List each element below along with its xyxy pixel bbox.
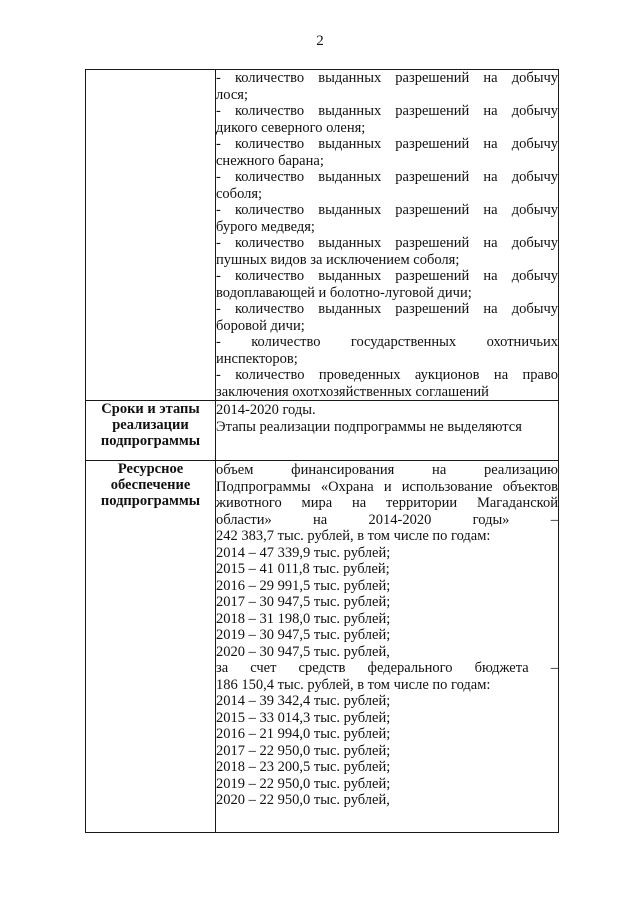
text-line: 2016 – 21 994,0 тыс. рублей;: [216, 726, 391, 742]
text-line: животного мира на территории Магаданской: [216, 495, 558, 511]
page-number: 2: [316, 33, 324, 49]
text-line: Подпрограммы «Охрана и использование объектов: [216, 478, 558, 495]
row-label-line: реализации: [112, 417, 189, 433]
table-row-indicators: [86, 70, 559, 401]
row-label-line: подпрограммы: [100, 433, 201, 449]
text-line: объем финансирования на реализацию: [216, 462, 558, 478]
text-line: 2014-2020 годы.: [216, 402, 316, 418]
text-line: - количество выданных разрешений на добычу: [216, 301, 558, 317]
text-line: 186 150,4 тыс. рублей, в том числе по годам:: [216, 676, 491, 693]
text-line: соболя;: [216, 185, 263, 202]
text-line: боровой дичи;: [216, 317, 305, 334]
text-line: области» на 2014-2020 годы» –: [216, 511, 558, 528]
terms-content: [216, 401, 559, 461]
table-row-resources: [86, 461, 559, 833]
row-label-terms: [86, 401, 216, 461]
row-label-indicators: [86, 70, 216, 401]
row-label-line: Сроки и этапы: [101, 401, 200, 417]
text-line: 2017 – 30 947,5 тыс. рублей;: [216, 594, 391, 610]
text-line: пушных видов за исключением соболя;: [216, 251, 460, 268]
table-row-terms: [86, 401, 559, 461]
text-line: 2014 – 39 342,4 тыс. рублей;: [216, 693, 391, 709]
text-line: 2020 – 30 947,5 тыс. рублей,: [216, 643, 390, 660]
text-line: 2019 – 30 947,5 тыс. рублей;: [216, 627, 391, 643]
text-line: - количество проведенных аукционов на право: [216, 367, 558, 383]
text-line: дикого северного оленя;: [216, 119, 366, 136]
text-line: - количество выданных разрешений на добычу: [216, 103, 558, 119]
text-line: - количество государственных охотничьих: [216, 334, 558, 350]
text-line: 242 383,7 тыс. рублей, в том числе по годам:: [216, 528, 491, 544]
text-line: 2017 – 22 950,0 тыс. рублей;: [216, 742, 391, 759]
text-line: лося;: [216, 86, 248, 103]
text-line: 2019 – 22 950,0 тыс. рублей;: [216, 775, 391, 792]
text-line: - количество выданных разрешений на добычу: [216, 268, 558, 284]
indicators-list: [216, 70, 559, 401]
row-label-resources: [86, 461, 216, 833]
text-line: водоплавающей и болотно-луговой дичи;: [216, 284, 472, 301]
text-line: - количество выданных разрешений на добычу: [216, 235, 558, 251]
text-line: 2016 – 29 991,5 тыс. рублей;: [216, 577, 391, 594]
row-label-line: обеспечение: [110, 477, 191, 493]
text-line: 2015 – 41 011,8 тыс. рублей;: [216, 561, 390, 577]
text-line: 2020 – 22 950,0 тыс. рублей,: [216, 792, 390, 808]
text-line: заключения охотхозяйственных соглашений: [216, 383, 489, 400]
text-line: - количество выданных разрешений на добычу: [216, 202, 558, 218]
text-line: снежного барана;: [216, 152, 324, 169]
text-line: за счет средств федерального бюджета –: [216, 660, 558, 676]
row-label-line: Ресурсное: [117, 461, 184, 477]
text-line: - количество выданных разрешений на добычу: [216, 169, 558, 185]
text-line: 2015 – 33 014,3 тыс. рублей;: [216, 709, 391, 726]
text-line: 2014 – 47 339,9 тыс. рублей;: [216, 544, 391, 561]
resources-content: [216, 461, 559, 833]
text-line: - количество выданных разрешений на добычу: [216, 70, 558, 86]
row-label-line: подпрограммы: [100, 493, 201, 509]
text-line: Этапы реализации подпрограммы не выделяются: [216, 418, 522, 435]
subprogram-passport-table: [85, 69, 559, 833]
text-line: - количество выданных разрешений на добычу: [216, 136, 558, 152]
text-line: 2018 – 31 198,0 тыс. рублей;: [216, 610, 391, 627]
text-line: инспекторов;: [216, 350, 298, 367]
text-line: бурого медведя;: [216, 218, 315, 235]
text-line: 2018 – 23 200,5 тыс. рублей;: [216, 759, 391, 775]
